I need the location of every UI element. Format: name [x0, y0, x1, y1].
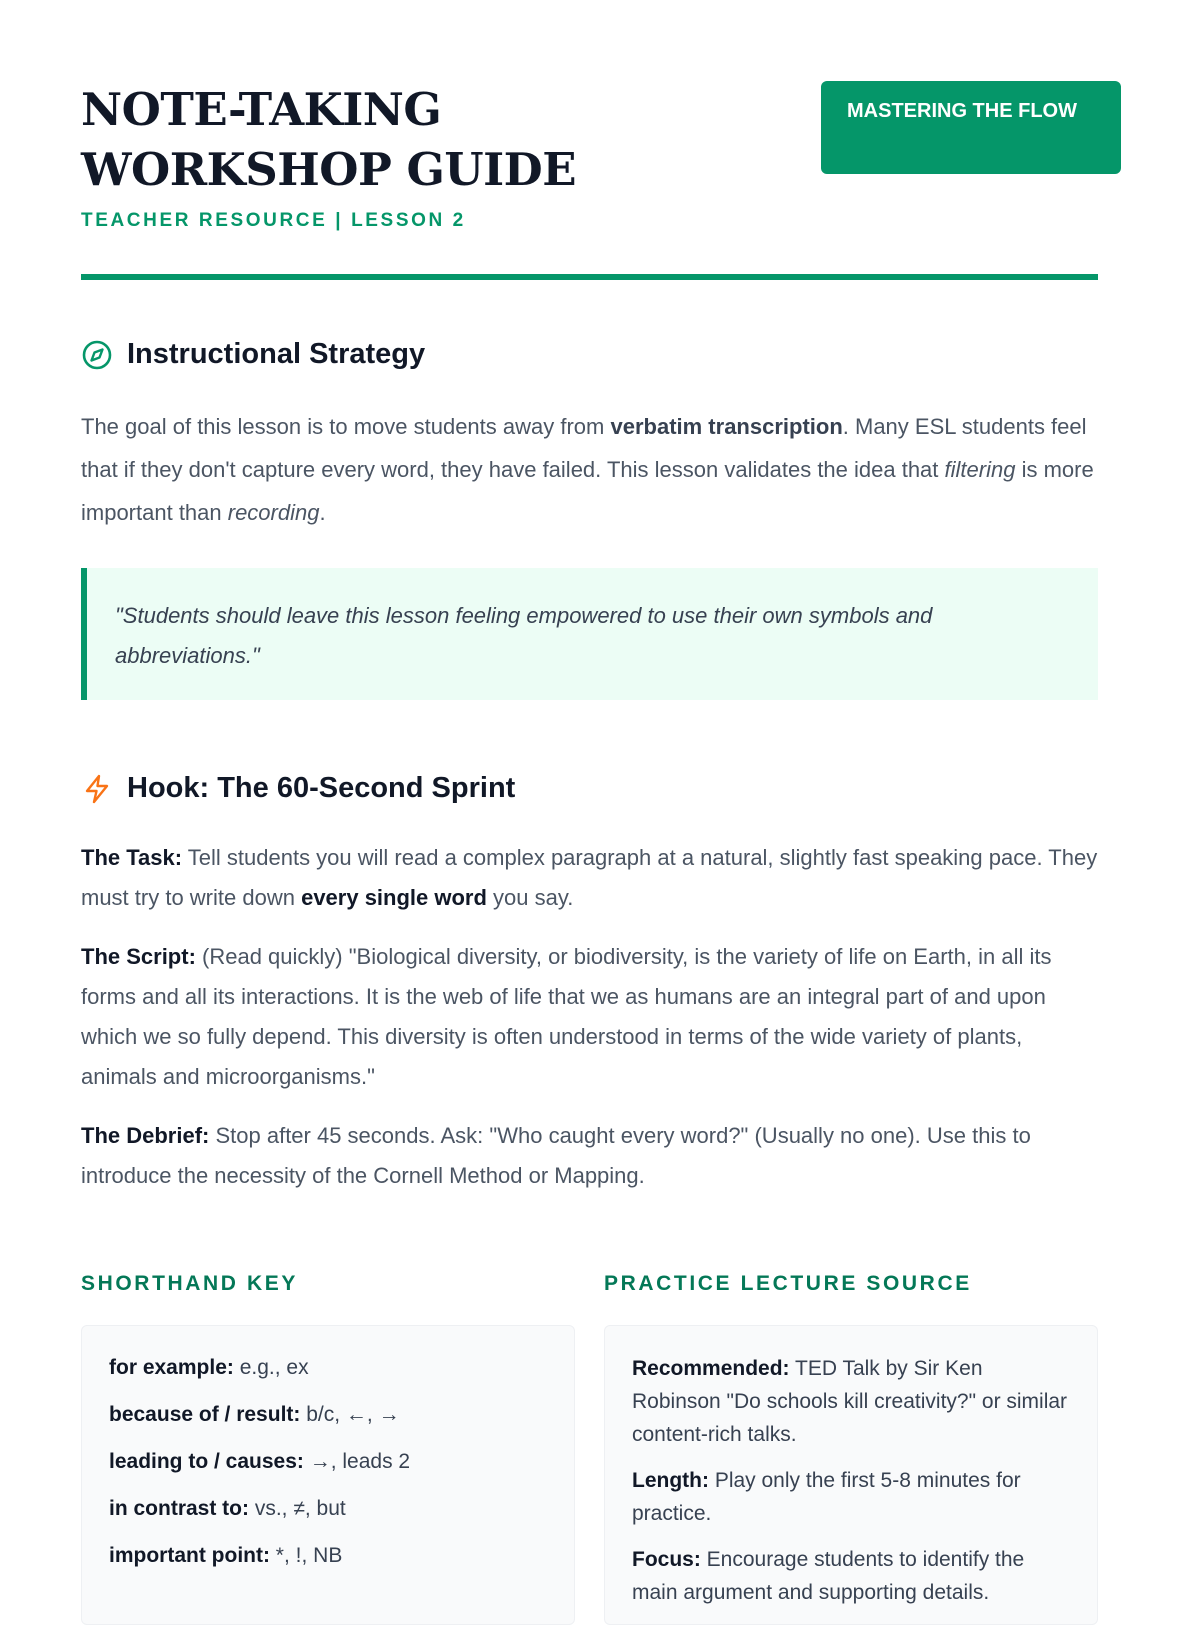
script-text: (Read quickly) "Biological diversity, or biodiversity, is the variety of life on Earth, in all its forms and all its interactions. It is the web of life that we as humans are an integral part of and upon which we so fully depend. This diversity is often understood in terms of the wide variety of plants, animals and microorganisms."	[81, 944, 1052, 1089]
strategy-heading: Instructional Strategy	[127, 338, 426, 370]
script-label: The Script:	[81, 944, 196, 969]
shorthand-term: because of / result:	[109, 1403, 301, 1426]
hook-task	[81, 838, 1098, 918]
shorthand-value: vs., ≠, but	[249, 1497, 346, 1520]
lecture-item	[632, 1543, 1071, 1609]
debrief-label: The Debrief:	[81, 1123, 210, 1148]
shorthand-term: for example:	[109, 1356, 234, 1379]
lecture-item-label: Focus:	[632, 1548, 701, 1571]
intro-text-3: is more important than	[81, 457, 1094, 525]
shorthand-value: *, !, NB	[269, 1544, 343, 1567]
task-bold: every single word	[301, 885, 487, 910]
lesson-badge: MASTERING THE FLOW	[821, 81, 1121, 174]
intro-em-recording: recording	[227, 500, 320, 525]
task-end: you say.	[486, 885, 574, 910]
hook-section-heading	[81, 772, 1098, 805]
intro-text-2: . Many ESL students feel that if they don't capture every word, they have failed. This lesson validates the idea that	[81, 414, 1087, 482]
compass-icon	[81, 339, 113, 371]
hook-debrief	[81, 1116, 1098, 1196]
shorthand-value: e.g., ex	[233, 1356, 309, 1379]
lecture-item-text: Play only the first 5-8 minutes for practice.	[632, 1469, 1021, 1525]
lecture-item	[632, 1464, 1071, 1530]
strategy-quote: "Students should leave this lesson feeling empowered to use their own symbols and abbreviations."	[81, 568, 1098, 700]
shorthand-column	[81, 1269, 575, 1625]
resource-columns	[81, 1269, 1098, 1625]
shorthand-heading: SHORTHAND KEY	[81, 1272, 298, 1295]
shorthand-term: in contrast to:	[109, 1497, 249, 1520]
shorthand-item	[109, 1446, 548, 1478]
lecture-heading: PRACTICE LECTURE SOURCE	[604, 1272, 972, 1295]
intro-bold: verbatim transcription	[610, 414, 843, 439]
shorthand-term: leading to / causes:	[109, 1450, 304, 1473]
lecture-item-text: TED Talk by Sir Ken Robinson "Do schools kill creativity?" or similar content-rich talks.	[632, 1357, 1068, 1446]
strategy-intro	[81, 405, 1098, 534]
hook-script	[81, 937, 1098, 1097]
lecture-card	[604, 1325, 1098, 1625]
shorthand-item	[109, 1352, 548, 1384]
page-subtitle: TEACHER RESOURCE | LESSON 2	[81, 210, 466, 231]
page-title: NOTE-TAKING WORKSHOP GUIDE	[81, 83, 577, 196]
intro-text-4: .	[319, 500, 326, 525]
lecture-item-text: Encourage students to identify the main argument and supporting details.	[632, 1548, 1025, 1604]
header-divider	[81, 274, 1098, 280]
intro-text-1: The goal of this lesson is to move students away from	[81, 414, 611, 439]
header	[81, 0, 1098, 280]
shorthand-term: important point:	[109, 1544, 270, 1567]
shorthand-item	[109, 1493, 548, 1525]
shorthand-value: b/c, ←, →	[300, 1403, 400, 1426]
task-text: Tell students you will read a complex paragraph at a natural, slightly fast speaking pace. They must try to write down	[81, 845, 1098, 910]
hook-heading: Hook: The 60-Second Sprint	[127, 772, 516, 804]
shorthand-value: →, leads 2	[303, 1450, 411, 1473]
shorthand-item	[109, 1399, 548, 1431]
debrief-text: Stop after 45 seconds. Ask: "Who caught every word?" (Usually no one). Use this to introduce the necessity of the Cornell Method or Mapping.	[81, 1123, 1031, 1188]
strategy-section-heading	[81, 338, 1098, 371]
lightning-icon	[81, 773, 113, 805]
lecture-item-label: Length:	[632, 1469, 709, 1492]
lecture-item	[632, 1352, 1071, 1451]
shorthand-item	[109, 1540, 548, 1572]
shorthand-card	[81, 1325, 575, 1625]
lecture-item-label: Recommended:	[632, 1357, 790, 1380]
intro-em-filtering: filtering	[944, 457, 1016, 482]
task-label: The Task:	[81, 845, 183, 870]
lecture-column	[604, 1269, 1098, 1625]
